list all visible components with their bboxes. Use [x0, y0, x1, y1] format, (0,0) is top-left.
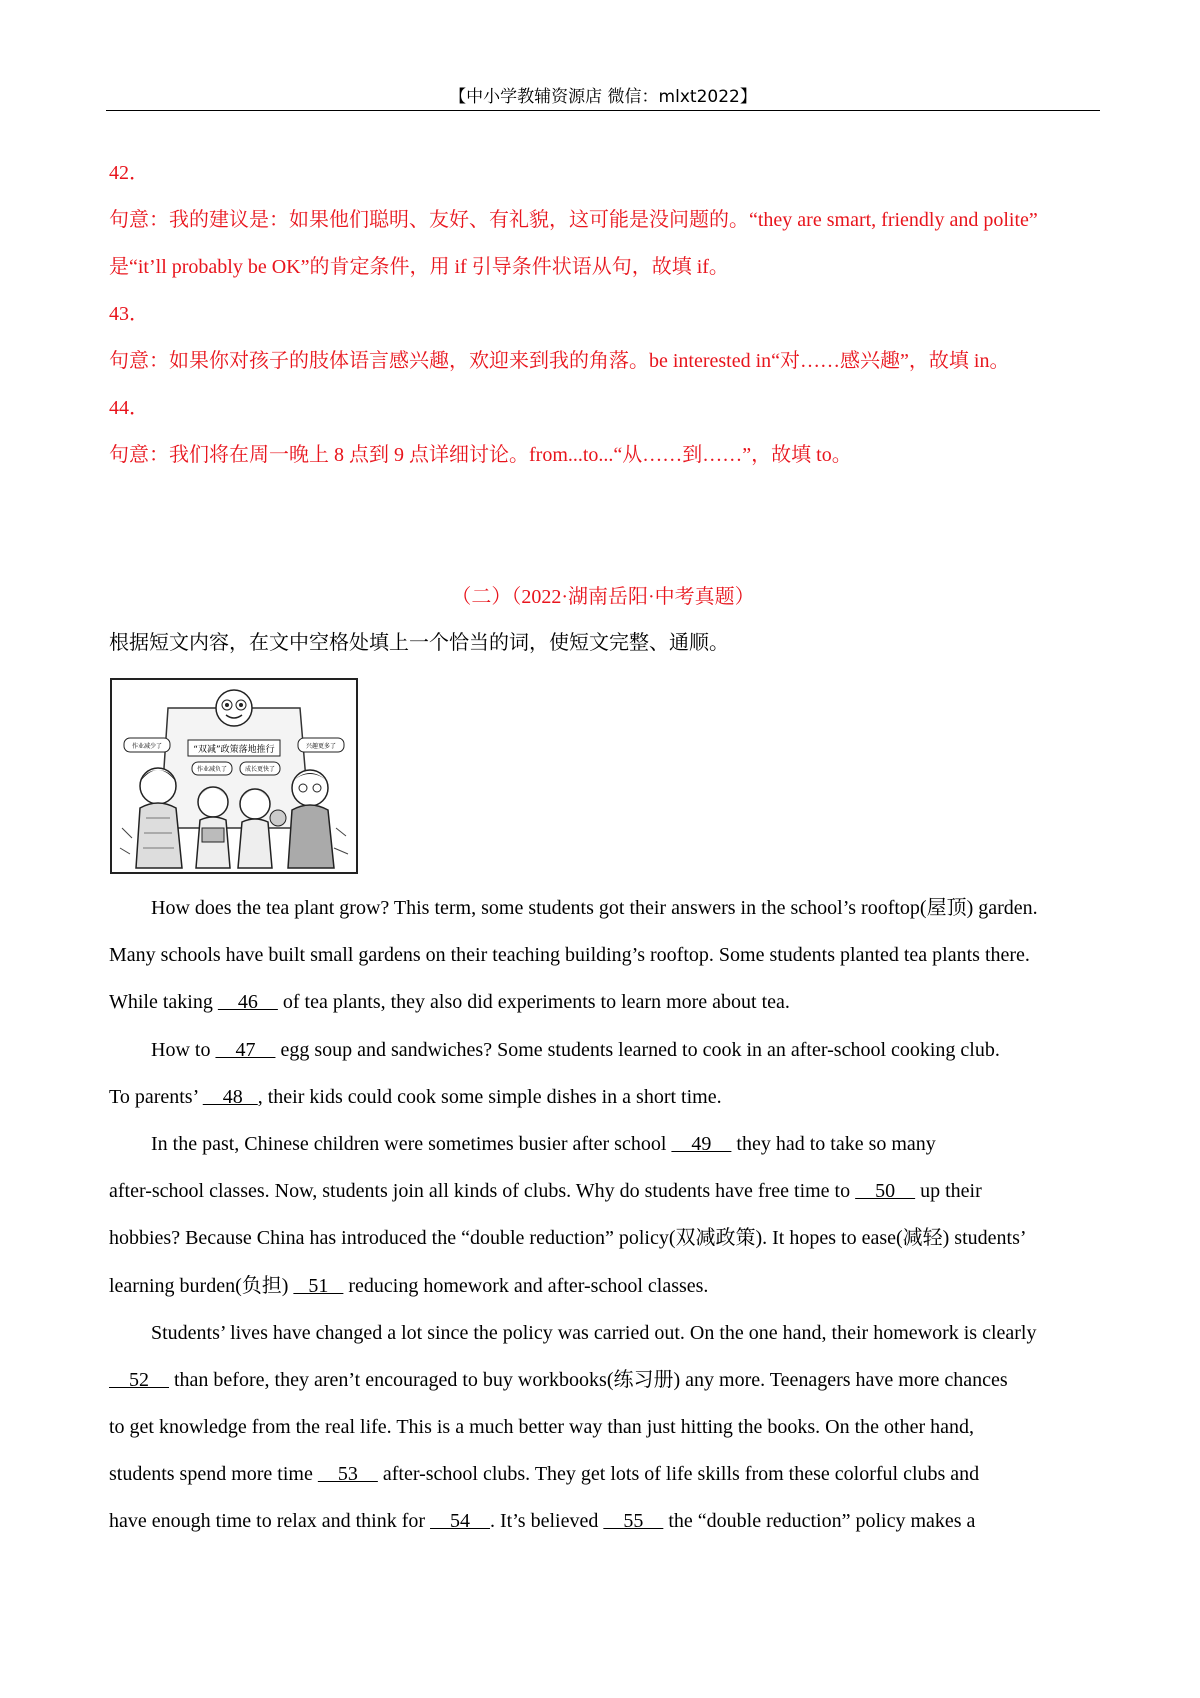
blank-47: 47 — [215, 1038, 276, 1061]
passage-line: have enough time to relax and think for 54 . It’s believed 55 the “double reduction” policy makes a — [109, 1510, 976, 1533]
blank-55: 55 — [603, 1510, 664, 1533]
header-divider — [106, 110, 1100, 111]
blank-54: 54 — [430, 1510, 491, 1533]
passage-line: hobbies? Because China has introduced the “double reduction” policy(双减政策). It hopes to ease(减轻) students’ — [109, 1227, 1027, 1250]
sign-title: “双减”政策落地推行 — [193, 745, 275, 755]
speech-bubble-text: 兴趣更多了 — [305, 743, 337, 750]
passage-line: How to 47 egg soup and sandwiches? Some students learned to cook in an after-school cooking club. — [151, 1038, 1000, 1061]
speech-bubble-text: 作业减负了 — [196, 766, 228, 773]
answer-explanations — [109, 150, 1104, 479]
blank-51: 51 — [293, 1274, 344, 1297]
mother-figure — [136, 768, 182, 868]
section-title: （二）（2022·湖南岳阳·中考真题） — [451, 586, 755, 608]
blank-52: 52 — [109, 1368, 169, 1391]
sign-mascot-face — [216, 690, 252, 726]
answer-number-44: 44． — [109, 397, 149, 419]
exercise-instruction: 根据短文内容，在文中空格处填上一个恰当的词，使短文完整、通顺。 — [109, 632, 729, 654]
passage-line: In the past, Chinese children were sometimes busier after school 49 they had to take so many — [151, 1132, 936, 1155]
reading-passage — [109, 885, 1104, 1546]
blank-50: 50 — [855, 1180, 916, 1203]
cartoon-illustration — [110, 678, 358, 874]
blank-53: 53 — [317, 1463, 378, 1486]
passage-line: To parents’ 48 , their kids could cook some simple dishes in a short time. — [109, 1085, 722, 1108]
answer-explanation-line: 是“it’ll probably be OK”的肯定条件，用 if 引导条件状语从句，故填 if。 — [109, 256, 729, 278]
answer-explanation-line: 句意：我的建议是：如果他们聪明、友好、有礼貌，这可能是没问题的。“they are smart, friendly and polite” — [109, 209, 1038, 231]
passage-line: students spend more time 53 after-school clubs. They get lots of life skills from these colorful clubs and — [109, 1463, 980, 1486]
father-figure — [288, 770, 334, 868]
passage-line: learning burden(负担) 51 reducing homework and after-school classes. — [109, 1274, 709, 1297]
passage-line: to get knowledge from the real life. This is a much better way than just hitting the books. On the other hand, — [109, 1416, 974, 1439]
speech-bubble-text: 作业减少了 — [131, 743, 163, 750]
answer-explanation-line: 句意：我们将在周一晚上 8 点到 9 点详细讨论。from...to...“从……到……”，故填 to。 — [109, 444, 852, 466]
passage-line: Students’ lives have changed a lot since the policy was carried out. On the one hand, their homework is clearly — [151, 1321, 1037, 1344]
passage-line: 52 than before, they aren’t encouraged to buy workbooks(练习册) any more. Teenagers have more chances — [109, 1368, 1008, 1391]
answer-number-42: 42． — [109, 162, 149, 184]
passage-line: While taking 46 of tea plants, they also did experiments to learn more about tea. — [109, 991, 790, 1014]
child-figure — [196, 787, 230, 868]
page-header: 【中小学教辅资源店 微信：mlxt2022】 — [449, 87, 757, 107]
blank-46: 46 — [217, 991, 278, 1014]
passage-line: Many schools have built small gardens on their teaching building’s rooftop. Some students planted tea plants there. — [109, 944, 1030, 967]
blank-48: 48 — [202, 1085, 258, 1108]
passage-line: How does the tea plant grow? This term, some students got their answers in the school’s rooftop(屋顶) garden. — [151, 897, 1038, 919]
speech-bubble-text: 成长更快了 — [244, 766, 276, 773]
answer-explanation-line: 句意：如果你对孩子的肢体语言感兴趣，欢迎来到我的角落。be interested in“对……感兴趣”，故填 in。 — [109, 350, 1010, 372]
blank-49: 49 — [671, 1132, 732, 1155]
answer-number-43: 43． — [109, 303, 149, 325]
passage-line: after-school classes. Now, students join all kinds of clubs. Why do students have free time to 50 up their — [109, 1180, 982, 1203]
